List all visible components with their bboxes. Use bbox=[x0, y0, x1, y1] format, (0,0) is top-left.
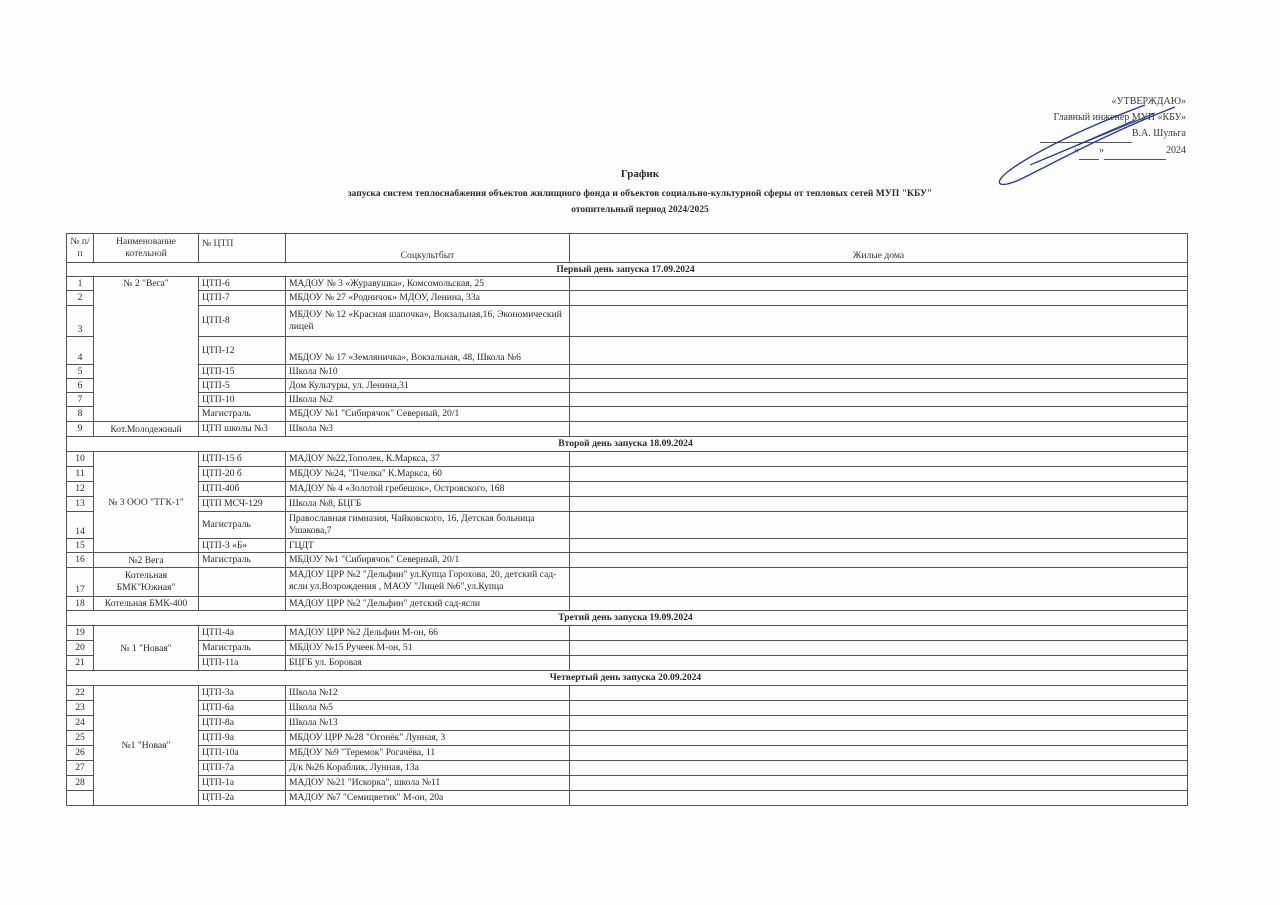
social-cell: ГЦДТ bbox=[286, 539, 570, 553]
header-social: Соцкультбыт bbox=[286, 234, 570, 263]
social-cell: МАДОУ № 4 «Золотой гребешок», Островского, 168 bbox=[286, 482, 570, 497]
table-row bbox=[67, 776, 1188, 791]
social-cell: МБДОУ № 17 «Земляничка», Вокзальная, 48, Школа №6 bbox=[286, 337, 570, 365]
housing-cell bbox=[570, 553, 1188, 568]
section-label: Второй день запуска 18.09.2024 bbox=[67, 437, 1188, 452]
table-row bbox=[67, 306, 1188, 337]
social-cell: Школа №8, БЦГБ bbox=[286, 497, 570, 512]
social-cell: МБДОУ № 27 «Родничок» МДОУ, Ленина, 33а bbox=[286, 291, 570, 306]
ctp-cell: ЦТП-8 bbox=[199, 306, 286, 337]
approval-position: Главный инженер МУП «КБУ» bbox=[1053, 112, 1186, 123]
ctp-cell: ЦТП-12 bbox=[199, 337, 286, 365]
table-row bbox=[67, 761, 1188, 776]
ctp-cell: ЦТП-6а bbox=[199, 701, 286, 716]
social-cell: Школа №3 bbox=[286, 422, 570, 437]
social-cell: Школа №5 bbox=[286, 701, 570, 716]
header-housing: Жилые дома bbox=[570, 234, 1188, 263]
social-cell bbox=[286, 568, 570, 597]
ctp-cell: ЦТП-15 б bbox=[199, 452, 286, 467]
housing-cell bbox=[570, 716, 1188, 731]
section-row bbox=[67, 437, 1188, 452]
row-num: 14 bbox=[67, 512, 94, 539]
ctp-cell bbox=[199, 568, 286, 597]
housing-cell bbox=[570, 686, 1188, 701]
table-row bbox=[67, 686, 1188, 701]
table-row bbox=[67, 422, 1188, 437]
row-num: 18 bbox=[67, 597, 94, 611]
social-cell: МБДОУ №1 "Сибирячок" Северный, 20/1 bbox=[286, 407, 570, 422]
approval-name-line bbox=[1040, 126, 1186, 143]
social-cell: МАДОУ №7 "Семицветик" М-он, 20а bbox=[286, 791, 570, 806]
row-num: 10 bbox=[67, 452, 94, 467]
document-subtitle: запуска систем теплоснабжения объектов жилищного фонда и объектов социально-культурной сферы от тепловых сетей МУП "КБУ" bbox=[347, 189, 933, 199]
table-row bbox=[67, 597, 1188, 611]
ctp-cell: ЦТП-2а bbox=[199, 791, 286, 806]
ctp-cell: ЦТП-5 bbox=[199, 379, 286, 393]
housing-cell bbox=[570, 746, 1188, 761]
housing-cell bbox=[570, 539, 1188, 553]
housing-cell bbox=[570, 379, 1188, 393]
social-cell: МБДОУ №9 "Теремок" Рогачёва, 11 bbox=[286, 746, 570, 761]
social-cell: МАДОУ №21 "Искорка", школа №11 bbox=[286, 776, 570, 791]
approval-stamp-title: «УТВЕРЖДАЮ» bbox=[1111, 96, 1186, 107]
approval-year: 2024 bbox=[1166, 145, 1186, 156]
date-quote-open: « bbox=[1074, 145, 1079, 156]
row-num: 19 bbox=[67, 626, 94, 641]
row-num bbox=[67, 791, 94, 806]
housing-cell bbox=[570, 701, 1188, 716]
social-cell: МБДОУ №24, "Пчелка" К.Маркса, 60 bbox=[286, 467, 570, 482]
social-cell: МБДОУ №15 Ручеек М-он, 51 bbox=[286, 641, 570, 656]
boiler-name: Котельная БМК-400 bbox=[94, 597, 199, 611]
approval-block bbox=[1040, 94, 1186, 160]
ctp-cell: Магистраль bbox=[199, 407, 286, 422]
ctp-cell: ЦТП-7 bbox=[199, 291, 286, 306]
social-cell: МАДОУ № 3 «Журавушка», Комсомольская, 25 bbox=[286, 277, 570, 291]
ctp-cell: ЦТП-20 б bbox=[199, 467, 286, 482]
housing-cell bbox=[570, 452, 1188, 467]
row-num: 20 bbox=[67, 641, 94, 656]
housing-cell bbox=[570, 407, 1188, 422]
boiler-name: № 3 ООО "ТГК-1" bbox=[94, 452, 199, 553]
housing-cell bbox=[570, 337, 1188, 365]
social-text: МАДОУ ЦРР №2 "Дельфин" ул.Купца Горохова, 20, детский сад-ясли ул.Возрождения , МАОУ "Лицей №6",ул.Купца bbox=[289, 569, 557, 592]
section-label: Третий день запуска 19.09.2024 bbox=[67, 611, 1188, 626]
row-num: 4 bbox=[67, 337, 94, 365]
section-row bbox=[67, 671, 1188, 686]
table-row bbox=[67, 656, 1188, 671]
social-cell: Школа №12 bbox=[286, 686, 570, 701]
row-num: 12 bbox=[67, 482, 94, 497]
date-quote-close: » bbox=[1099, 145, 1104, 156]
table-row bbox=[67, 379, 1188, 393]
table-row bbox=[67, 482, 1188, 497]
housing-cell bbox=[570, 482, 1188, 497]
document-period: отопительный период 2024/2025 bbox=[571, 205, 709, 215]
social-cell: Школа №2 bbox=[286, 393, 570, 407]
row-num: 28 bbox=[67, 776, 94, 791]
schedule-table bbox=[66, 233, 1188, 806]
section-row bbox=[67, 611, 1188, 626]
housing-cell bbox=[570, 277, 1188, 291]
boiler-name: №1 "Новая" bbox=[94, 686, 199, 806]
ctp-cell: ЦТП школы №3 bbox=[199, 422, 286, 437]
ctp-cell: ЦТП-3 «Б» bbox=[199, 539, 286, 553]
table-row bbox=[67, 626, 1188, 641]
table-row bbox=[67, 393, 1188, 407]
row-num: 9 bbox=[67, 422, 94, 437]
social-cell: МБДОУ ЦРР №28 "Огонёк" Лунная, 3 bbox=[286, 731, 570, 746]
social-cell: МАДОУ ЦРР №2 Дельфин М-он, 66 bbox=[286, 626, 570, 641]
boiler-name: № 2 "Вега" bbox=[94, 277, 199, 422]
ctp-cell: ЦТП МСЧ-129 bbox=[199, 497, 286, 512]
housing-cell bbox=[570, 393, 1188, 407]
housing-cell bbox=[570, 731, 1188, 746]
table-row bbox=[67, 365, 1188, 379]
table-row bbox=[67, 539, 1188, 553]
table-row bbox=[67, 512, 1188, 539]
ctp-cell: ЦТП-1а bbox=[199, 776, 286, 791]
table-row bbox=[67, 716, 1188, 731]
section-row bbox=[67, 263, 1188, 277]
row-num: 13 bbox=[67, 497, 94, 512]
boiler-name: № 1 "Новая" bbox=[94, 626, 199, 671]
ctp-cell: ЦТП-8а bbox=[199, 716, 286, 731]
social-cell: МБДОУ № 12 «Красная шапочка», Вокзальная,16, Экономический лицей bbox=[286, 306, 570, 337]
row-num: 25 bbox=[67, 731, 94, 746]
housing-cell bbox=[570, 791, 1188, 806]
ctp-cell bbox=[199, 597, 286, 611]
table-row bbox=[67, 452, 1188, 467]
ctp-cell: ЦТП-7а bbox=[199, 761, 286, 776]
ctp-cell: ЦТП-15 bbox=[199, 365, 286, 379]
social-cell: МАДОУ №22,Тополек, К.Маркса, 37 bbox=[286, 452, 570, 467]
row-num: 15 bbox=[67, 539, 94, 553]
housing-cell bbox=[570, 422, 1188, 437]
housing-cell bbox=[570, 656, 1188, 671]
boiler-name: Котельная БМК"Южная" bbox=[94, 568, 199, 597]
table-row bbox=[67, 701, 1188, 716]
header-num: № п/п bbox=[67, 234, 94, 263]
table-row bbox=[67, 497, 1188, 512]
boiler-name: №2 Вега bbox=[94, 553, 199, 568]
table-row bbox=[67, 407, 1188, 422]
table-row bbox=[67, 467, 1188, 482]
housing-cell bbox=[570, 467, 1188, 482]
row-num: 6 bbox=[67, 379, 94, 393]
table-row bbox=[67, 641, 1188, 656]
row-num: 1 bbox=[67, 277, 94, 291]
row-num: 2 bbox=[67, 291, 94, 306]
row-num: 3 bbox=[67, 306, 94, 337]
row-num: 17 bbox=[67, 568, 94, 597]
ctp-cell: ЦТП-6 bbox=[199, 277, 286, 291]
section-label: Первый день запуска 17.09.2024 bbox=[67, 263, 1188, 277]
social-cell: МБДОУ №1 "Сибирячок" Северный, 20/1 bbox=[286, 553, 570, 568]
housing-cell bbox=[570, 597, 1188, 611]
social-cell: МАДОУ ЦРР №2 "Дельфин" детский сад-ясли bbox=[286, 597, 570, 611]
row-num: 16 bbox=[67, 553, 94, 568]
ctp-cell: Магистраль bbox=[199, 512, 286, 539]
document-title: График bbox=[620, 168, 660, 180]
ctp-cell: ЦТП-4а bbox=[199, 626, 286, 641]
row-num: 23 bbox=[67, 701, 94, 716]
social-cell: Дом Культуры, ул. Ленина,31 bbox=[286, 379, 570, 393]
social-cell: Православная гимназия, Чайковского, 16, Детская больница Ушакова,7 bbox=[286, 512, 570, 539]
housing-cell bbox=[570, 497, 1188, 512]
row-num: 26 bbox=[67, 746, 94, 761]
approval-date-line bbox=[1040, 143, 1186, 160]
table-row bbox=[67, 731, 1188, 746]
ctp-cell: ЦТП-11а bbox=[199, 656, 286, 671]
row-num: 24 bbox=[67, 716, 94, 731]
row-num: 8 bbox=[67, 407, 94, 422]
table-row bbox=[67, 746, 1188, 761]
header-boiler: Наименование котельной bbox=[94, 234, 199, 263]
row-num: 7 bbox=[67, 393, 94, 407]
ctp-cell: Магистраль bbox=[199, 641, 286, 656]
social-cell: Д/к №26 Кораблик, Лунная, 13а bbox=[286, 761, 570, 776]
ctp-cell: ЦТП-10а bbox=[199, 746, 286, 761]
row-num: 5 bbox=[67, 365, 94, 379]
housing-cell bbox=[570, 306, 1188, 337]
approval-name: В.А. Шульга bbox=[1131, 128, 1186, 139]
row-num: 21 bbox=[67, 656, 94, 671]
housing-cell bbox=[570, 365, 1188, 379]
row-num: 11 bbox=[67, 467, 94, 482]
table-row bbox=[67, 568, 1188, 597]
housing-cell bbox=[570, 291, 1188, 306]
housing-cell bbox=[570, 568, 1188, 597]
table-header-row bbox=[67, 234, 1188, 263]
table-row bbox=[67, 337, 1188, 365]
housing-cell bbox=[570, 761, 1188, 776]
header-ctp: № ЦТП bbox=[199, 234, 286, 263]
ctp-cell: Магистраль bbox=[199, 553, 286, 568]
ctp-cell: ЦТП-10 bbox=[199, 393, 286, 407]
ctp-cell: ЦТП-3а bbox=[199, 686, 286, 701]
table-row bbox=[67, 291, 1188, 306]
section-label: Четвертый день запуска 20.09.2024 bbox=[67, 671, 1188, 686]
boiler-name: Кот.Молодежный bbox=[94, 422, 199, 437]
row-num: 22 bbox=[67, 686, 94, 701]
social-cell: Школа №13 bbox=[286, 716, 570, 731]
table-row bbox=[67, 277, 1188, 291]
housing-cell bbox=[570, 512, 1188, 539]
housing-cell bbox=[570, 626, 1188, 641]
housing-cell bbox=[570, 641, 1188, 656]
row-num: 27 bbox=[67, 761, 94, 776]
table-row bbox=[67, 553, 1188, 568]
social-cell: Школа №10 bbox=[286, 365, 570, 379]
ctp-cell: ЦТП-40б bbox=[199, 482, 286, 497]
housing-cell bbox=[570, 776, 1188, 791]
social-cell: БЦГБ ул. Боровая bbox=[286, 656, 570, 671]
ctp-cell: ЦТП-9а bbox=[199, 731, 286, 746]
table-row bbox=[67, 791, 1188, 806]
